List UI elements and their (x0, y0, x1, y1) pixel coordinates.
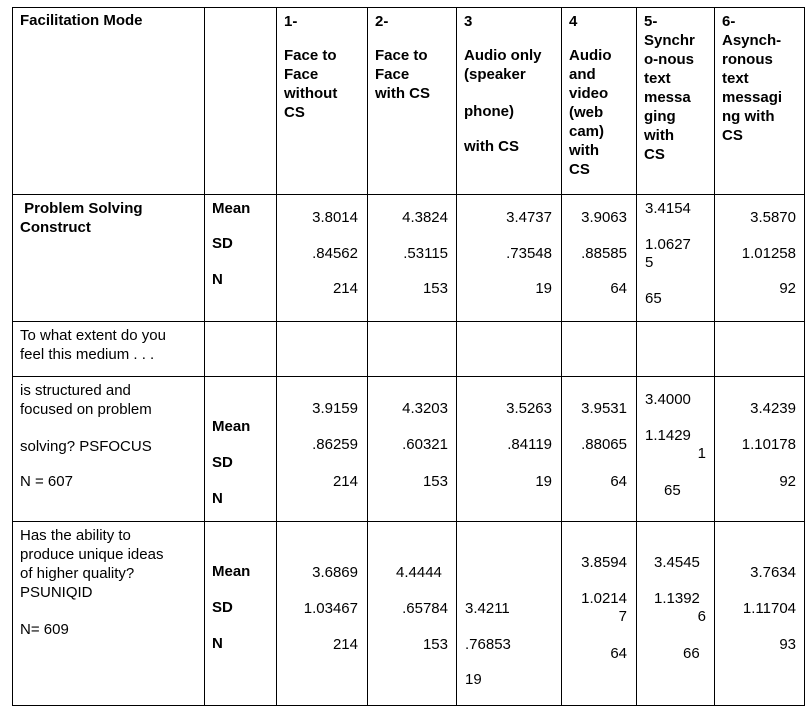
grid-line (12, 521, 805, 522)
psfocus-c1-sd: .86259 (312, 436, 358, 453)
psuniqid-c5-n: 66 (683, 645, 700, 662)
grid-line (804, 7, 805, 706)
psuniqid-c3-sd: .76853 (465, 636, 511, 653)
construct-c3-sd: .73548 (506, 245, 552, 262)
construct-c1-n: 214 (332, 280, 358, 297)
psuniqid-c6-sd: 1.11704 (742, 600, 796, 617)
construct-c6-sd: 1.01258 (741, 245, 796, 262)
grid-line (12, 321, 805, 322)
construct-c6-n: 92 (779, 280, 796, 297)
psuniqid-c4-mean: 3.8594 (581, 554, 627, 571)
psuniqid-c5-mean: 3.4545 (654, 554, 700, 571)
header-col2-number: 2- (375, 13, 389, 30)
psuniqid-c2-n: 153 (422, 636, 448, 653)
psfocus-label-n: N = 607 (20, 473, 73, 490)
construct-c4-sd: .88585 (581, 245, 627, 262)
construct-c2-mean: 4.3824 (402, 209, 448, 226)
psfocus-c4-sd: .88065 (581, 436, 627, 453)
stat-label-sd: SD (212, 599, 233, 616)
header-facilitation-mode: Facilitation Mode (20, 12, 143, 29)
psfocus-c5-n: 65 (664, 482, 681, 499)
grid-line (12, 7, 805, 8)
psfocus-label-code: solving? PSFOCUS (20, 438, 152, 455)
construct-c5-n: 65 (645, 290, 662, 307)
header-col6-label: 6- Asynch- ronous text messagi ng with CS (722, 13, 783, 144)
psuniqid-c6-mean: 3.7634 (750, 564, 796, 581)
construct-c6-mean: 3.5870 (750, 209, 796, 226)
header-col3-number: 3 (464, 13, 473, 30)
stat-label-mean: Mean (212, 200, 251, 217)
psuniqid-c4-sd: 1.0214 (581, 590, 627, 607)
psuniqid-c4-sd-cont: 7 (618, 608, 627, 625)
construct-c5-mean: 3.4154 (645, 200, 691, 217)
psfocus-c2-sd: .60321 (402, 436, 448, 453)
psuniqid-label: Has the ability to produce unique ideas of higher quality? PSUNIQID (20, 527, 164, 601)
stat-label-n: N (212, 490, 223, 507)
psfocus-c4-mean: 3.9531 (581, 400, 627, 417)
construct-c4-n: 64 (610, 280, 627, 297)
construct-c5-sd-cont: 5 (645, 254, 654, 271)
construct-c1-mean: 3.8014 (312, 209, 358, 226)
header-col5-label: 5- Synchr o-nous text messa ging with CS (644, 13, 695, 163)
psfocus-c2-mean: 4.3203 (402, 400, 448, 417)
header-col3-label-a: Audio only (speaker (464, 47, 542, 83)
psfocus-c5-mean: 3.4000 (645, 391, 691, 408)
extent-label: To what extent do you feel this medium . . . (20, 327, 166, 363)
stat-label-mean: Mean (212, 563, 251, 580)
psuniqid-label-n: N= 609 (20, 621, 69, 638)
grid-line (456, 7, 457, 706)
stat-label-sd: SD (212, 454, 233, 471)
header-col3-label-c: with CS (464, 138, 519, 155)
psuniqid-c1-mean: 3.6869 (312, 564, 358, 581)
psfocus-c3-n: 19 (535, 473, 552, 490)
psuniqid-c2-mean: 4.4444 (396, 564, 442, 581)
psfocus-c3-sd: .84119 (507, 436, 552, 453)
psfocus-c5-sd-cont: 1 (697, 445, 706, 462)
psfocus-c5-sd: 1.1429 (645, 427, 691, 444)
stat-label-n: N (212, 635, 223, 652)
psfocus-c2-n: 153 (422, 473, 448, 490)
psfocus-c6-mean: 3.4239 (750, 400, 796, 417)
construct-c1-sd: .84562 (312, 245, 358, 262)
header-col1-number: 1- (284, 13, 298, 30)
psfocus-c6-n: 92 (779, 473, 796, 490)
stat-label-n: N (212, 271, 223, 288)
psfocus-c4-n: 64 (610, 473, 627, 490)
psfocus-c1-mean: 3.9159 (312, 400, 358, 417)
grid-line (12, 705, 805, 706)
psuniqid-c3-mean: 3.4211 (465, 600, 510, 617)
construct-c5-sd: 1.0627 (645, 236, 691, 253)
psuniqid-c5-sd-cont: 6 (697, 608, 706, 625)
psfocus-c1-n: 214 (332, 473, 358, 490)
header-col2-label: Face to Face with CS (375, 47, 430, 102)
construct-c4-mean: 3.9063 (581, 209, 627, 226)
psuniqid-c1-n: 214 (332, 636, 358, 653)
psuniqid-c4-n: 64 (610, 645, 627, 662)
construct-c2-n: 153 (422, 280, 448, 297)
psuniqid-c5-sd: 1.1392 (654, 590, 700, 607)
construct-c3-mean: 3.4737 (506, 209, 552, 226)
psuniqid-c6-n: 93 (779, 636, 796, 653)
psuniqid-c2-sd: .65784 (402, 600, 448, 617)
grid-line (636, 7, 637, 706)
psfocus-c3-mean: 3.5263 (506, 400, 552, 417)
psuniqid-c3-n: 19 (465, 671, 482, 688)
header-col4-number: 4 (569, 13, 578, 30)
header-col4-label: Audio and video (web cam) with CS (569, 47, 612, 178)
psfocus-c6-sd: 1.10178 (741, 436, 796, 453)
construct-c3-n: 19 (535, 280, 552, 297)
construct-c2-sd: .53115 (403, 245, 448, 262)
psuniqid-c1-sd: 1.03467 (303, 600, 358, 617)
grid-line (204, 7, 205, 706)
psfocus-label: is structured and focused on problem (20, 382, 152, 418)
stat-label-sd: SD (212, 235, 233, 252)
header-col1-label: Face to Face without CS (284, 47, 338, 121)
grid-line (12, 7, 13, 706)
construct-label: Problem Solving Construct (20, 200, 143, 236)
grid-line (12, 376, 805, 377)
stat-label-mean: Mean (212, 418, 251, 435)
header-col3-label-b: phone) (464, 103, 514, 120)
grid-line (12, 194, 805, 195)
